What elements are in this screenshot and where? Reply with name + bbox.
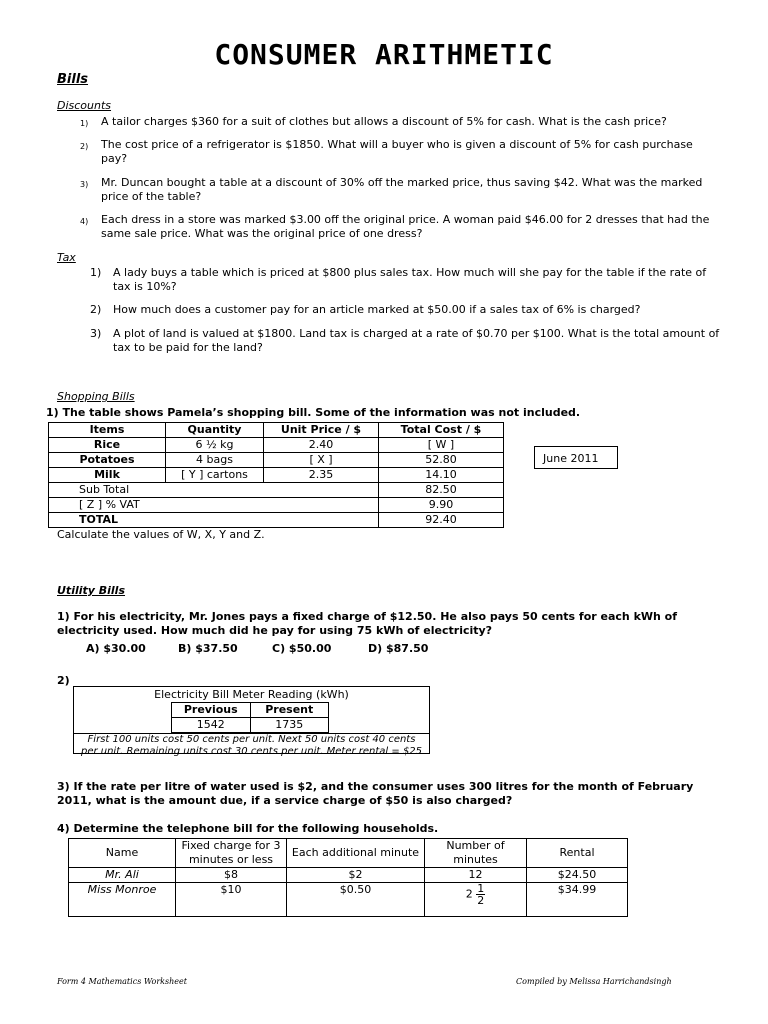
header-cell: Unit Price / $ <box>264 423 379 438</box>
telephone-bill-table <box>68 838 628 917</box>
minutes-whole: 2 <box>465 887 473 901</box>
rental-cell: $34.99 <box>527 883 628 917</box>
summary-value: 9.90 <box>379 498 504 513</box>
minutes-cell: 12 <box>425 868 527 883</box>
summary-label: [ Z ] % VAT <box>49 498 379 513</box>
header-cell: Name <box>69 839 176 868</box>
question-text: A tailor charges $360 for a suit of clothes but allows a discount of 5% for cash. What is the cash price? <box>101 115 667 128</box>
fraction-numerator: 1 <box>477 882 485 895</box>
header-cell: Each additional minute <box>287 839 425 868</box>
fixed-charge-cell: $8 <box>176 868 287 883</box>
bills-heading: Bills <box>57 72 89 87</box>
utility-question-3: 3) If the rate per litre of water used is $2, and the consumer uses 300 litres for the month of February 2011, what is the amount due, if a service charge of $50 is also charged? <box>57 780 694 807</box>
name-cell: Miss Monroe <box>69 883 176 917</box>
table-header-row <box>49 423 504 438</box>
meter-title: Electricity Bill Meter Reading (kWh) <box>154 688 349 701</box>
question-text: A lady buys a table which is priced at $800 plus sales tax. How much will she pay for the table if the rate of tax is 10%? <box>113 266 707 293</box>
table-cell: [ Y ] cartons <box>166 468 264 483</box>
utility-question-1: 1) For his electricity, Mr. Jones pays a fixed charge of $12.50. He also pays 50 cents for each kWh of electricity used. How much did he pay for using 75 kWh of electricity? <box>57 610 678 637</box>
question-number: 3) <box>80 180 89 189</box>
summary-value: 82.50 <box>379 483 504 498</box>
minutes-fraction <box>476 883 485 906</box>
tax-heading: Tax <box>57 251 76 264</box>
utility-heading: Utility Bills <box>57 584 126 597</box>
table-cell: Milk <box>49 468 166 483</box>
table-summary-row <box>49 498 504 513</box>
table-cell: Potatoes <box>49 453 166 468</box>
question-text: A plot of land is valued at $1800. Land tax is charged at a rate of $0.70 per $100. What is the total amount of tax to be paid for the land? <box>113 327 720 354</box>
summary-label: Sub Total <box>49 483 379 498</box>
table-cell: 52.80 <box>379 453 504 468</box>
shopping-bill-table <box>48 422 504 528</box>
meter-reading-box <box>73 686 430 757</box>
meter-table <box>171 702 329 733</box>
meter-previous-value: 1542 <box>172 718 251 733</box>
header-cell: Total Cost / $ <box>379 423 504 438</box>
meter-present-label: Present <box>250 703 329 718</box>
footer-left: Form 4 Mathematics Worksheet <box>57 977 187 986</box>
summary-value: 92.40 <box>379 513 504 528</box>
fraction-denominator: 2 <box>477 894 485 907</box>
utility-question-2-number: 2) <box>57 674 70 687</box>
name-cell: Mr. Ali <box>69 868 176 883</box>
fixed-charge-cell: $10 <box>176 883 287 917</box>
option-d: D) $87.50 <box>368 642 429 655</box>
shopping-intro: 1) The table shows Pamela’s shopping bill. Some of the information was not included. <box>46 406 581 419</box>
table-row <box>49 453 504 468</box>
question-text: Mr. Duncan bought a table at a discount of 30% off the marked price, thus saving $42. What was the marked price of the table? <box>101 176 703 203</box>
table-cell: 2.40 <box>264 438 379 453</box>
table-cell: [ W ] <box>379 438 504 453</box>
minutes-cell <box>425 883 527 917</box>
table-summary-row <box>49 483 504 498</box>
question-text: Each dress in a store was marked $3.00 off the original price. A woman paid $46.00 for 2 dresses that had the same sale price. What was the original price of one dress? <box>101 213 710 240</box>
meter-previous-label: Previous <box>172 703 251 718</box>
header-cell: Rental <box>527 839 628 868</box>
question-number: 4) <box>80 217 89 226</box>
question-number: 1) <box>90 266 102 279</box>
table-cell: 14.10 <box>379 468 504 483</box>
discounts-heading: Discounts <box>57 99 112 112</box>
header-cell: Items <box>49 423 166 438</box>
meter-present-value: 1735 <box>250 718 329 733</box>
option-a: A) $30.00 <box>86 642 146 655</box>
additional-minute-cell: $2 <box>287 868 425 883</box>
calculate-instruction: Calculate the values of W, X, Y and Z. <box>57 528 265 541</box>
question-number: 1) <box>80 119 89 128</box>
date-box: June 2011 <box>534 446 618 469</box>
additional-minute-cell: $0.50 <box>287 883 425 917</box>
shopping-heading: Shopping Bills <box>57 390 135 403</box>
header-cell: Quantity <box>166 423 264 438</box>
table-summary-row <box>49 513 504 528</box>
table-header-row <box>69 839 628 868</box>
option-b: B) $37.50 <box>178 642 238 655</box>
table-row <box>69 883 628 917</box>
table-cell: [ X ] <box>264 453 379 468</box>
option-c: C) $50.00 <box>272 642 332 655</box>
utility-question-4: 4) Determine the telephone bill for the following households. <box>57 822 439 835</box>
table-cell: 2.35 <box>264 468 379 483</box>
question-text: How much does a customer pay for an article marked at $50.00 if a sales tax of 6% is charged? <box>113 303 641 316</box>
table-row <box>49 468 504 483</box>
question-number: 3) <box>90 327 102 340</box>
header-cell: Fixed charge for 3 minutes or less <box>176 839 287 868</box>
header-cell: Number of minutes <box>425 839 527 868</box>
table-cell: 6 ½ kg <box>166 438 264 453</box>
table-cell: 4 bags <box>166 453 264 468</box>
rental-cell: $24.50 <box>527 868 628 883</box>
meter-pricing-note: First 100 units cost 50 cents per unit. Next 50 units cost 40 cents per unit. Remaining units cost 30 cents per unit. Meter rental = $25 <box>74 733 429 758</box>
question-number: 2) <box>80 142 89 151</box>
question-text: The cost price of a refrigerator is $1850. What will a buyer who is given a discount of 5% for cash purchase pay? <box>101 138 693 165</box>
page-title: CONSUMER ARITHMETIC <box>214 38 554 71</box>
summary-label: TOTAL <box>49 513 379 528</box>
footer-right: Compiled by Melissa Harrichandsingh <box>516 977 672 986</box>
table-row <box>49 438 504 453</box>
question-number: 2) <box>90 303 102 316</box>
table-row <box>69 868 628 883</box>
table-cell: Rice <box>49 438 166 453</box>
